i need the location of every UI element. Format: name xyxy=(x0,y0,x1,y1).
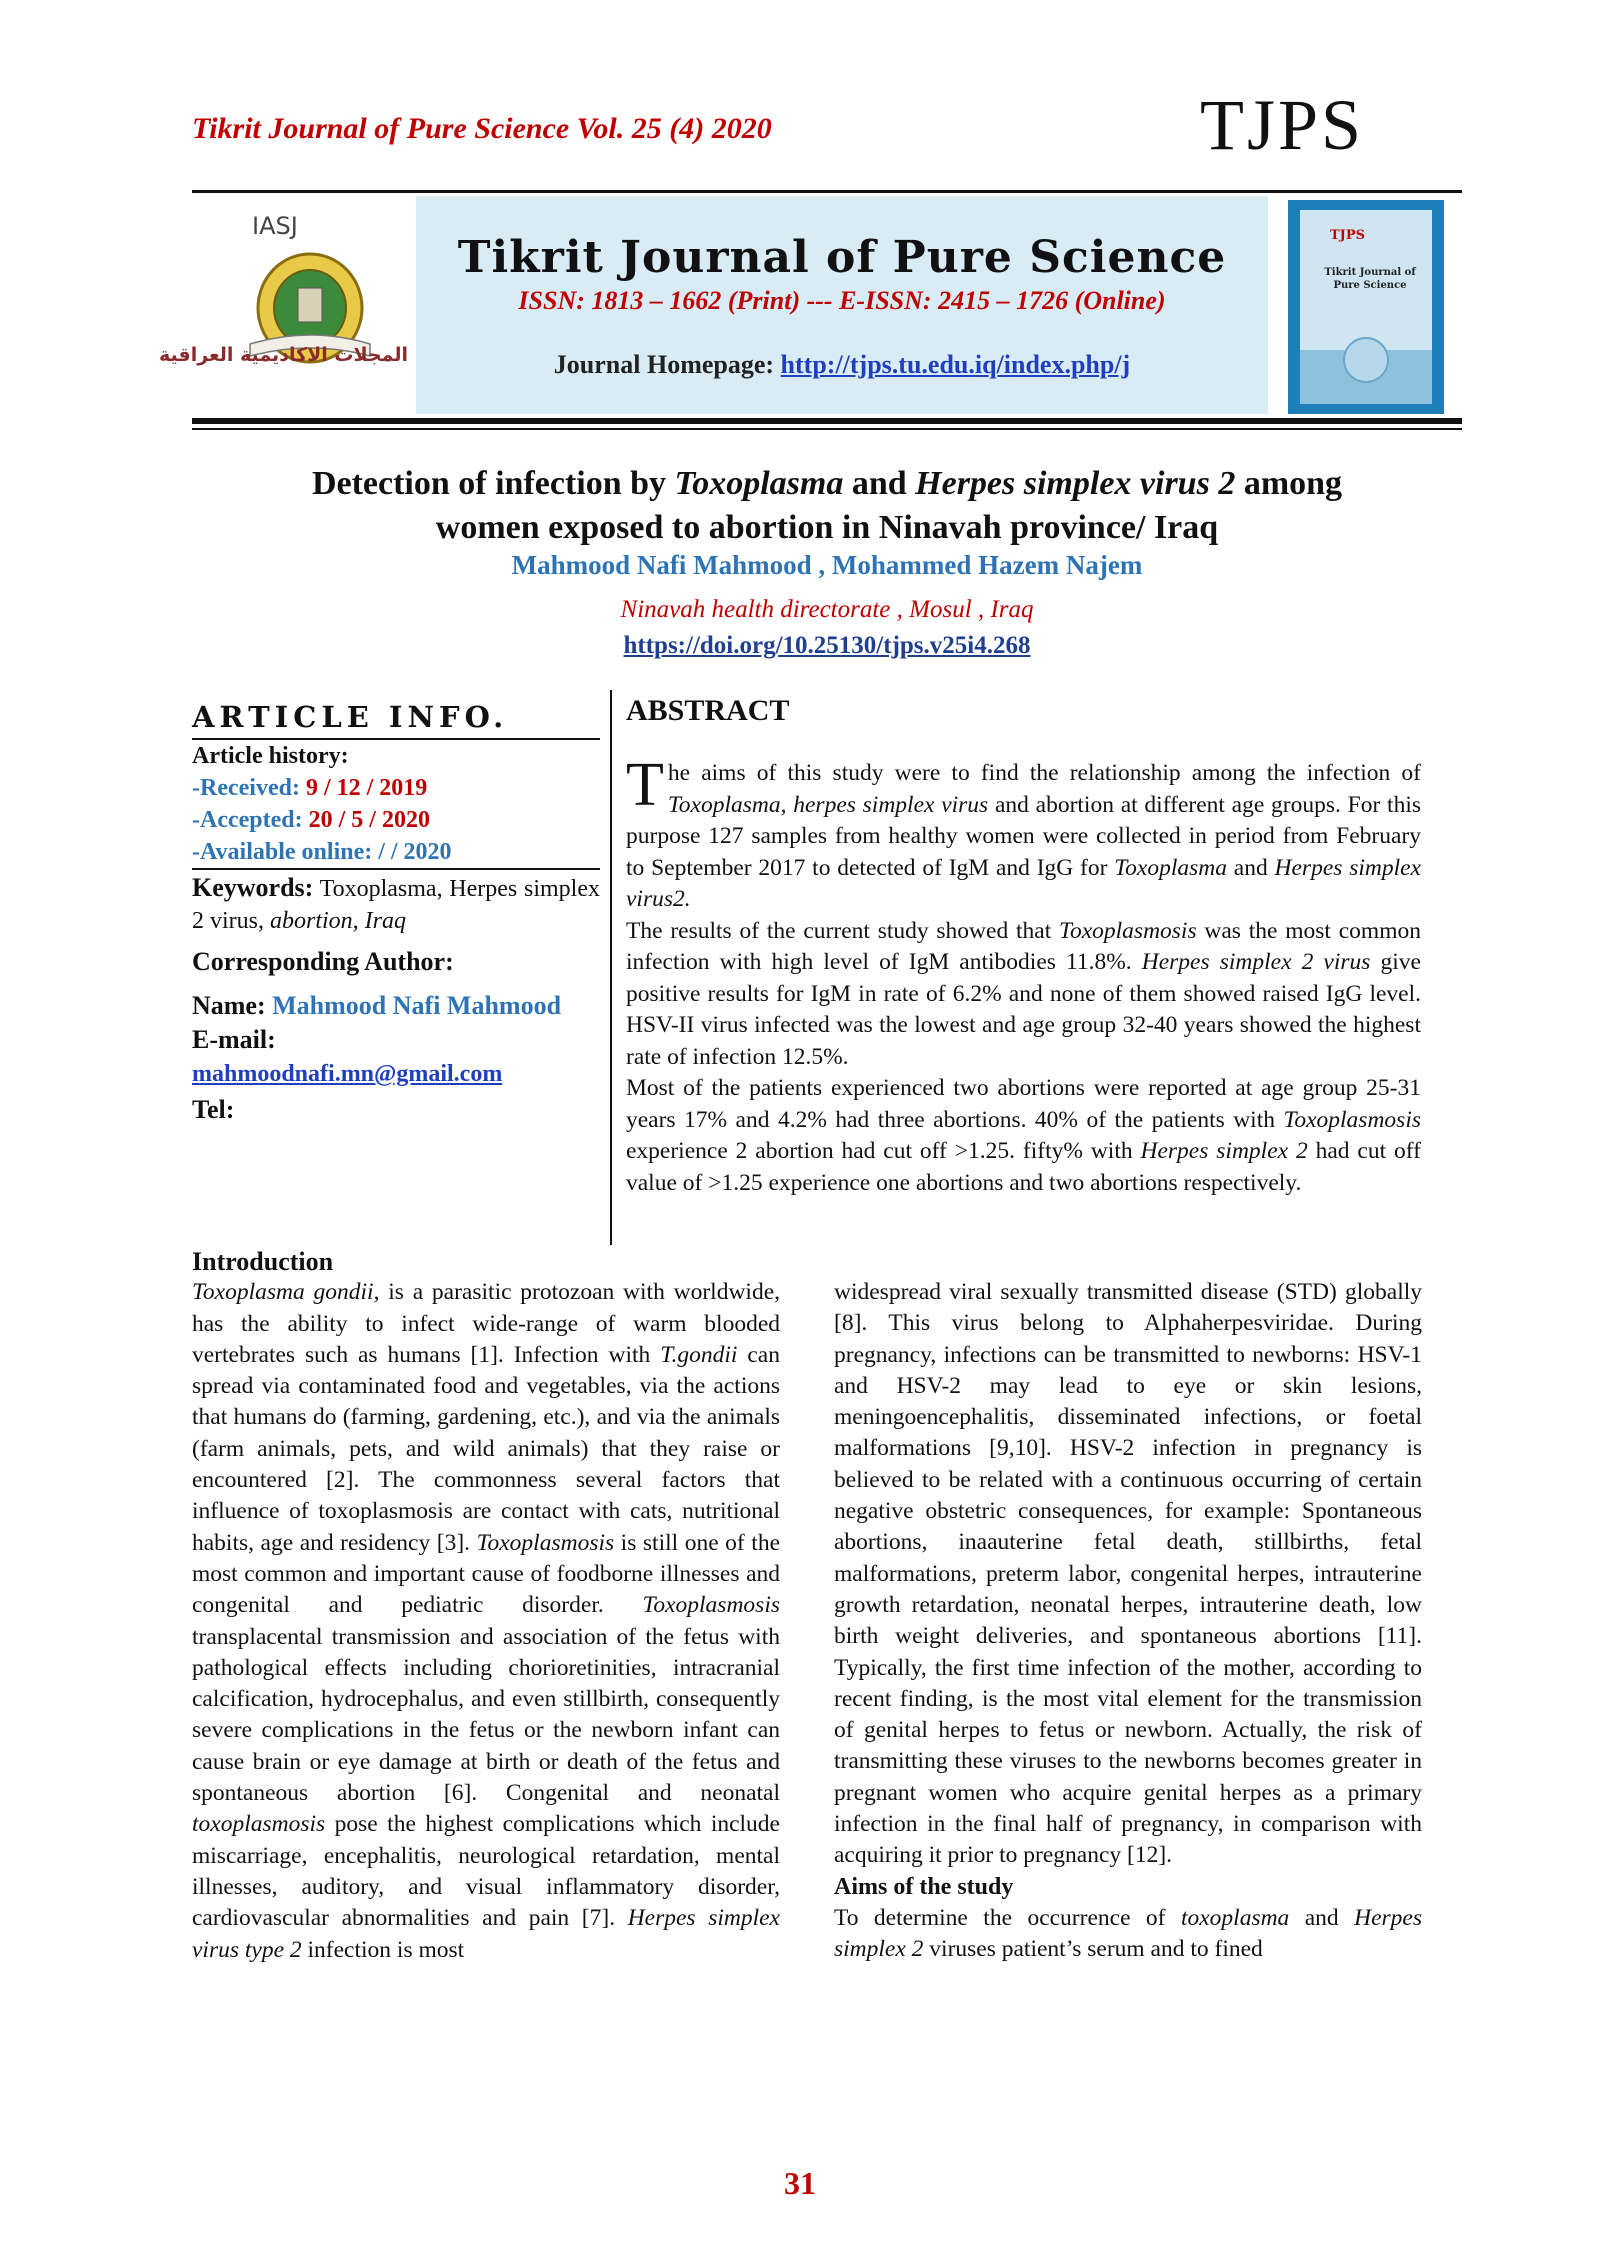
iasj-logo-label: IASJ xyxy=(252,212,298,240)
email-address xyxy=(192,1058,600,1090)
header-rule-top xyxy=(192,190,1462,193)
affiliation: Ninavah health directorate , Mosul , Iraq xyxy=(620,596,1034,623)
banner-title: Tikrit Journal of Pure Science xyxy=(457,232,1227,283)
iasj-arabic-label: المجلات الاكاديمية العراقية xyxy=(159,344,408,366)
cover-title: Tikrit Journal of Pure Science xyxy=(1324,267,1416,291)
corresponding-author: Corresponding Author: xyxy=(192,947,454,976)
received-line: -Received: 9 / 12 / 2019 xyxy=(192,775,428,801)
header-rule-bottom-thin xyxy=(192,428,1462,430)
accepted-line: -Accepted: 20 / 5 / 2020 xyxy=(192,807,430,833)
cover-brand: TJPS xyxy=(1330,228,1365,243)
iasj-emblem-icon xyxy=(210,216,410,406)
email-link[interactable]: mahmoodnafi.mn@gmail.com xyxy=(192,1061,503,1087)
journal-cover xyxy=(1288,200,1444,414)
tel-label: Tel: xyxy=(192,1095,235,1124)
introduction-heading: Introduction xyxy=(192,1247,334,1276)
article-info-heading: ARTICLE INFO. xyxy=(192,700,509,734)
authors: Mahmood Nafi Mahmood , Mohammed Hazem Najem xyxy=(511,550,1143,580)
doi-link[interactable]: https://doi.org/10.25130/tjps.v25i4.268 xyxy=(623,632,1031,659)
drop-cap: T xyxy=(626,751,664,819)
email-label: E-mail: xyxy=(192,1025,276,1054)
aims-heading: Aims of the study xyxy=(834,1873,1014,1900)
iasj-logo xyxy=(210,216,410,406)
author-name: Name: Mahmood Nafi Mahmood xyxy=(192,991,562,1020)
abstract-paragraph-3: Most of the patients experienced two abortions were reported at age group 25-31 years 17% and 4.2% had three abortions. 40% of the patients with Toxoplasmosis experience 2 abortion had cut off >1.25. fifty% with Herpes simplex 2 had cut off value of >1.25 experience one abortions and two abortions respectively. xyxy=(626,1075,1421,1196)
intro-paragraph-1: Toxoplasma gondii, is a parasitic protozoan with worldwide, has the ability to infect wide-range of warm blooded vertebrates such as humans [1]. Infection with T.gondii can spread via contaminated food and vegetables, via the actions that humans do (farming, gardening, etc.), and via the animals (farm animals, pets, and wild animals) that they raise or encountered [2]. The commonness several factors that influence of toxoplasmosis are contact with cats, nutritional habits, age and residency [3]. Toxoplasmosis is still one of the most common and important cause of foodborne illnesses and congenital and pediatric disorder. Toxoplasmosis transplacental transmission and association of the fetus with pathological effects including chorioretinities, intracranial calcification, hydrocephalus, and even stillbirth, consequently severe complications in the fetus or the newborn infant can cause brain or eye damage at birth or death of the fetus and spontaneous abortion [6]. Congenital and neonatal toxoplasmosis pose the highest complications which include miscarriage, encephalitis, neurological retardation, mental illnesses, auditory, and visual inflammatory disorder, cardiovascular abnormalities and pain [7]. Herpes simplex virus type 2 infection is most xyxy=(192,1279,780,1963)
cover-thumbnail-icon xyxy=(1288,200,1444,414)
keywords: Keywords: Toxoplasma, Herpes simplex 2 virus, abortion, Iraq xyxy=(192,873,600,934)
running-head: Tikrit Journal of Pure Science Vol. 25 (4) 2020 xyxy=(192,112,772,145)
journal-brand: TJPS xyxy=(1200,85,1365,165)
article-title: Detection of infection by Toxoplasma and Herpes simplex virus 2 among women exposed to abortion in Ninavah province/ Iraq xyxy=(311,465,1343,546)
journal-homepage xyxy=(416,350,1268,380)
introduction-column-1 xyxy=(192,1246,780,1966)
introduction-column-2 xyxy=(834,1277,1422,1966)
history-label: Article history: xyxy=(192,743,349,769)
page-number: 31 xyxy=(784,2165,816,2201)
article-history xyxy=(192,740,600,868)
abstract-heading: ABSTRACT xyxy=(626,694,790,727)
abstract-paragraph-1: The aims of this study were to find the relationship among the infection of Toxoplasma, herpes simplex virus and abortion at different age groups. For this purpose 127 samples from healthy women were collected in period from February to September 2017 to detected of IgM and IgG for Toxoplasma and Herpes simplex virus2. xyxy=(626,751,1421,912)
aims-paragraph: To determine the occurrence of toxoplasma and Herpes simplex 2 viruses patient’s serum and to fined xyxy=(834,1904,1422,1963)
issn: ISSN: 1813 – 1662 (Print) --- E-ISSN: 2415 – 1726 (Online) xyxy=(518,286,1166,315)
homepage-label: Journal Homepage: xyxy=(553,350,781,379)
header-rule-bottom xyxy=(192,418,1462,424)
available-line: -Available online: / / 2020 xyxy=(192,839,452,865)
article-info-rule-2 xyxy=(192,868,600,870)
column-divider xyxy=(610,690,612,1245)
intro-paragraph-2: widespread viral sexually transmitted disease (STD) globally [8]. This virus belong to Alphaherpesviridae. During pregnancy, infections can be transmitted to newborns: HSV-1 and HSV-2 may lead to eye or skin lesions, meningoencephalitis, disseminated infections, or foetal malformations [9,10]. HSV-2 infection in pregnancy is believed to be related with a continuous occurring of certain negative obstetric consequences, for example: Spontaneous abortions, inaauterine fetal death, stillbirths, fetal malformations, preterm labor, congenital herpes, intrauterine growth retardation, neonatal herpes, intrauterine death, low birth weight deliveries, and spontaneous abortions [11]. Typically, the first time infection of the mother, according to recent finding, is the most vital element for the transmission of genital herpes to fetus or newborn. Actually, the risk of transmitting these viruses to the newborns becomes greater in pregnant women who acquire genital herpes as a primary infection in the final half of pregnancy, in comparison with acquiring it prior to pregnancy [12]. xyxy=(834,1279,1422,1869)
abstract-paragraph-2: The results of the current study showed that Toxoplasmosis was the most common infection with high level of IgM antibodies 11.8%. Herpes simplex 2 virus give positive results for IgM in rate of 6.2% and none of them showed raised IgG level. HSV-II virus infected was the lowest and age group 32-40 years showed the highest rate of infection 12.5%. xyxy=(626,917,1421,1070)
abstract-body xyxy=(626,751,1421,1199)
doi[interactable] xyxy=(192,632,1462,660)
homepage-link[interactable]: http://tjps.tu.edu.iq/index.php/j xyxy=(780,350,1131,379)
